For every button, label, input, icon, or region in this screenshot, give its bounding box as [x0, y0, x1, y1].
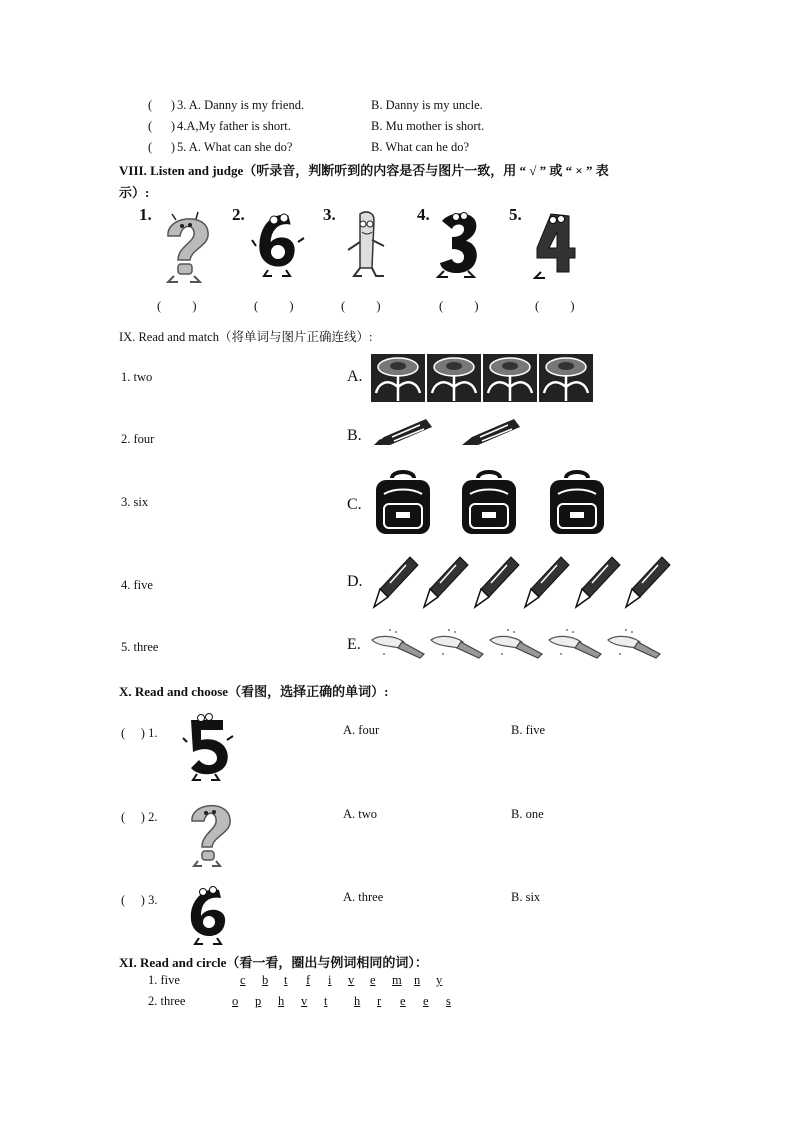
letter[interactable]: e	[370, 973, 376, 987]
number-six-icon	[252, 206, 302, 278]
answer-paren[interactable]: ( )	[148, 98, 176, 112]
answer-blank[interactable]: ( )	[535, 299, 575, 313]
option-b: B. What can he do?	[371, 140, 469, 154]
letter-string[interactable]	[232, 994, 454, 1009]
number-four-icon	[527, 206, 587, 280]
picture-label: E.	[347, 636, 361, 653]
schoolbag-icon	[370, 470, 436, 536]
picture-label: D.	[347, 573, 363, 590]
item-label: 4.	[417, 205, 430, 224]
match-word[interactable]: 2. four	[121, 432, 155, 446]
item-label: 1.	[139, 205, 152, 224]
letter[interactable]: s	[446, 994, 451, 1008]
picture-label: A.	[347, 368, 363, 385]
option-a: 5. A. What can she do?	[177, 140, 293, 154]
letter[interactable]: m	[392, 973, 402, 987]
number-three-icon	[432, 207, 488, 281]
flower-icon	[482, 353, 538, 403]
flower-icon	[538, 353, 594, 403]
number-one-icon	[342, 208, 392, 280]
schoolbag-icon	[544, 470, 610, 536]
letter[interactable]: e	[423, 994, 429, 1008]
letter[interactable]: i	[328, 973, 332, 987]
letter[interactable]: c	[240, 973, 246, 987]
choice-b[interactable]: B. six	[511, 890, 541, 904]
letter[interactable]: v	[348, 973, 355, 987]
schoolbag-icon	[456, 470, 522, 536]
option-a: 4.A,My father is short.	[177, 119, 291, 133]
answer-blank[interactable]: ( )	[341, 299, 381, 313]
letter[interactable]: n	[414, 973, 421, 987]
letter[interactable]: h	[354, 994, 361, 1008]
item-label: 3.	[323, 205, 336, 224]
knife-icon	[370, 626, 428, 662]
match-word[interactable]: 4. five	[121, 578, 153, 592]
choice-b[interactable]: B. five	[511, 723, 546, 737]
option-b: B. Danny is my uncle.	[371, 98, 483, 112]
answer-paren[interactable]: ( ) 3.	[121, 893, 158, 907]
section11-heading: XI. Read and circle（看一看，圈出与例词相同的词）：	[119, 955, 428, 970]
example-word: 1. five	[148, 973, 180, 987]
number-five-icon	[183, 712, 235, 782]
number-six-icon	[183, 880, 235, 946]
example-word: 2. three	[148, 994, 186, 1008]
pen-icon	[420, 555, 470, 611]
letter[interactable]: b	[262, 973, 269, 987]
crayon-icon	[458, 417, 524, 449]
letter[interactable]: e	[400, 994, 406, 1008]
knife-icon	[606, 626, 664, 662]
knife-icon	[488, 626, 546, 662]
knife-icon	[429, 626, 487, 662]
letter[interactable]: v	[301, 994, 308, 1008]
answer-blank[interactable]: ( )	[439, 299, 479, 313]
pen-icon	[572, 555, 622, 611]
letter[interactable]: h	[278, 994, 285, 1008]
choice-a[interactable]: A. four	[343, 723, 380, 737]
section10-heading: X. Read and choose（看图，选择正确的单词）:	[119, 684, 389, 699]
match-word[interactable]: 5. three	[121, 640, 159, 654]
answer-blank[interactable]: ( )	[157, 299, 197, 313]
item-label: 2.	[232, 205, 245, 224]
letter[interactable]: r	[377, 994, 382, 1008]
letter[interactable]: y	[436, 973, 443, 987]
choice-a[interactable]: A. three	[343, 890, 384, 904]
flower-icon	[370, 353, 426, 403]
answer-blank[interactable]: ( )	[254, 299, 294, 313]
letter[interactable]: o	[232, 994, 239, 1008]
match-word[interactable]: 3. six	[121, 495, 149, 509]
answer-paren[interactable]: ( ) 1.	[121, 726, 158, 740]
picture-label: B.	[347, 427, 362, 444]
match-word[interactable]: 1. two	[121, 370, 153, 384]
knife-icon	[547, 626, 605, 662]
number-question-mark-icon	[184, 797, 236, 867]
section9-heading: IX. Read and match（将单词与图片正确连线）:	[119, 330, 373, 344]
option-b: B. Mu mother is short.	[371, 119, 485, 133]
pen-icon	[622, 555, 672, 611]
section8-heading: VIII. Listen and judge（听录音，判断听到的内容是否与图片一致，用 “ √ ” 或 “ × ” 表	[119, 163, 609, 178]
pen-icon	[521, 555, 571, 611]
option-a: 3. A. Danny is my friend.	[177, 98, 305, 112]
pen-icon	[471, 555, 521, 611]
section8-heading-cont: 示）:	[119, 185, 150, 200]
number-question-mark-icon	[158, 208, 218, 286]
answer-paren[interactable]: ( ) 2.	[121, 810, 158, 824]
item-label: 5.	[509, 205, 522, 224]
picture-label: C.	[347, 496, 362, 513]
crayon-icon	[370, 417, 436, 449]
answer-paren[interactable]: ( )	[148, 119, 176, 133]
pen-icon	[370, 555, 420, 611]
letter[interactable]: p	[255, 994, 262, 1008]
answer-paren[interactable]: ( )	[148, 140, 176, 154]
flower-icon	[426, 353, 482, 403]
letter-string[interactable]	[240, 973, 444, 988]
letter[interactable]: t	[284, 973, 288, 987]
letter[interactable]: t	[324, 994, 328, 1008]
choice-b[interactable]: B. one	[511, 807, 544, 821]
letter[interactable]: f	[306, 973, 311, 987]
choice-a[interactable]: A. two	[343, 807, 378, 821]
